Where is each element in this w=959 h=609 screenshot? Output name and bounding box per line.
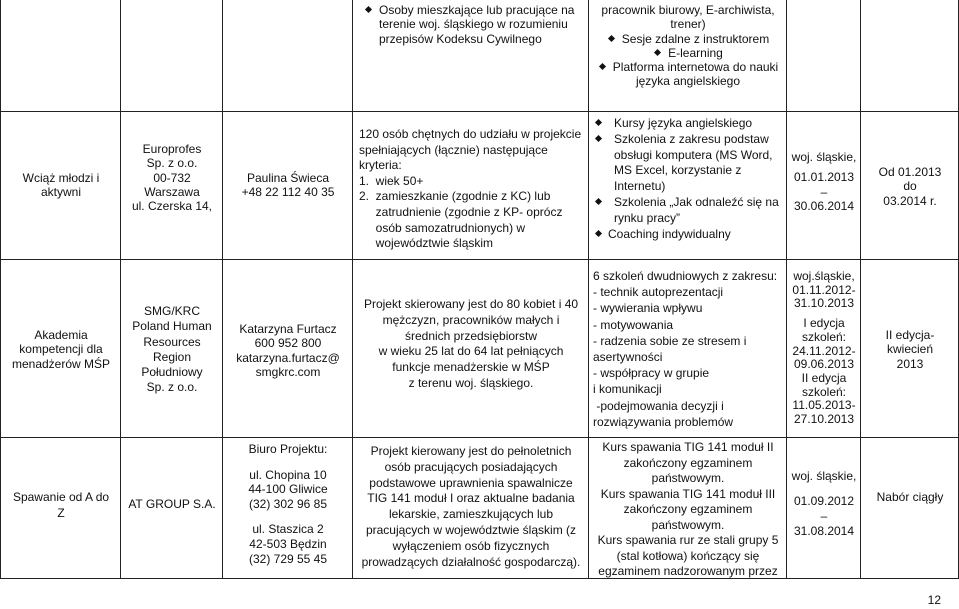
cell-line: Wciąż młodzi i — [22, 171, 100, 185]
cell-line: rozwiązywania problemów — [593, 414, 734, 429]
cell-line: +48 22 112 40 35 — [241, 185, 335, 200]
cell-line: 00-732 — [153, 170, 191, 185]
table-column-divider — [0, 0, 1, 579]
table-column-divider — [860, 0, 861, 579]
cell-line: 2013 — [896, 356, 924, 371]
cell-line: 03.2014 r. — [883, 193, 937, 208]
cell-line: zakończony egzaminem — [623, 455, 753, 470]
cell-line: i komunikacji — [593, 382, 662, 397]
table-cell-recruitment — [862, 490, 958, 504]
cell-line: Kurs spawania TIG 141 moduł III — [600, 486, 776, 501]
table-cell-period — [788, 150, 860, 213]
cell-line: - współpracy w grupie — [593, 366, 710, 381]
cell-line: AT GROUP S.A. — [128, 497, 216, 511]
cell-line: 11.05.2013- — [792, 398, 856, 413]
cell-line: Biuro Projektu: — [248, 442, 328, 456]
cell-line: 31.10.2013 — [793, 296, 855, 311]
cell-line: z terenu woj. śląskiego. — [408, 375, 534, 390]
cell-line: prowadzących działalność gospodarczą). — [361, 554, 581, 569]
table-cell-recruitment — [862, 328, 958, 371]
table-column-divider — [352, 0, 353, 579]
cell-line: Od 01.2013 — [878, 165, 942, 179]
cell-line: wyłączeniem osób fizycznych — [392, 538, 550, 553]
cell-line: podstawowe uprawnienia spawalnicze — [369, 475, 573, 490]
cell-line: 6 szkoleń dwudniowych z zakresu: — [593, 269, 778, 283]
cell-line: 120 osób chętnych do udziału w projekcie — [359, 127, 582, 141]
table-cell-contact — [224, 322, 352, 379]
cell-line: ul. Chopina 10 — [249, 467, 327, 482]
cell-line: zakończony egzaminem — [623, 502, 753, 516]
cell-line: Z — [57, 505, 65, 520]
cell-line: 01.11.2012- — [792, 282, 856, 297]
cell-line: - motywowania — [593, 317, 674, 332]
cell-line: terenie woj. śląskiego w rozumieniu — [379, 17, 568, 32]
cell-line: Projekt skierowany jest do 80 kobiet i 40 — [363, 297, 579, 311]
cell-line: 44-100 Gliwice — [248, 482, 328, 497]
cell-line: 24.11.2012- — [792, 343, 856, 358]
cell-line: Europrofes — [142, 142, 202, 156]
cell-line: I edycja — [803, 316, 845, 331]
cell-line: -podejmowania decyzji i — [593, 398, 724, 413]
table-cell-project-name — [2, 171, 120, 200]
table-row-divider — [0, 578, 959, 579]
cell-line: województwie śląskim — [359, 236, 494, 251]
cell-line: Internetu) — [614, 179, 666, 194]
page-number: 12 — [927, 593, 941, 607]
cell-line: katarzyna.furtacz@ — [236, 350, 340, 365]
list-item: Szkolenia z zakresu podstaw — [594, 132, 786, 148]
cell-line: Resources — [143, 334, 201, 349]
cell-line: smgkrc.com — [255, 364, 321, 379]
cell-line: asertywności — [593, 350, 663, 365]
list-item: Kursy języka angielskiego — [594, 116, 786, 132]
cell-line: Południowy — [141, 365, 203, 380]
table-column-divider — [588, 0, 589, 579]
cell-line: Projekt kierowany jest do pełnoletnich — [370, 444, 572, 458]
cell-line: 01.09.2012 — [793, 494, 855, 508]
cell-line: trener) — [670, 17, 706, 32]
cell-line: lekarskie, zamieszkujących lub — [388, 507, 554, 522]
cell-line: 1. wiek 50+ — [359, 173, 424, 188]
list-item: Sesje zdalne z instruktorem — [607, 32, 769, 46]
cell-line: menadżerów MŚP — [11, 356, 111, 371]
cell-line: do — [903, 179, 917, 194]
table-cell-training — [594, 116, 786, 242]
cell-line: średnich przedsiębiorstw — [404, 328, 538, 343]
cell-line: przepisów Kodeksu Cywilnego — [379, 31, 542, 46]
cell-line: TIG 141 moduł I oraz aktualne badania — [367, 491, 575, 506]
table-cell-eligibility — [354, 444, 588, 570]
cell-line: Katarzyna Furtacz — [239, 322, 337, 336]
table-cell-training — [590, 3, 786, 89]
cell-line: kryteria: — [359, 158, 402, 173]
cell-line: - technik autoprezentacji — [593, 285, 724, 300]
table-row-divider — [0, 437, 959, 438]
cell-line: kwiecień — [886, 342, 934, 357]
cell-line: ul. Czerska 14, — [131, 199, 213, 214]
table-cell-project-name — [2, 490, 120, 521]
cell-line: aktywni — [40, 185, 81, 200]
cell-line: ul. Staszica 2 — [252, 522, 324, 537]
table-cell-period — [788, 469, 860, 539]
cell-line: egzaminem nadzorowanym przez — [598, 564, 778, 578]
cell-line: Nabór ciągły — [876, 490, 944, 504]
cell-line: Sp. z o.o. — [146, 380, 198, 395]
table-cell-eligibility — [364, 3, 586, 46]
cell-line: Kurs spawania rur ze stali grupy 5 — [597, 533, 779, 547]
cell-line: woj. śląskie, — [791, 469, 857, 483]
cell-line: Akademia — [34, 328, 88, 342]
cell-line — [224, 511, 352, 522]
cell-line: 42-503 Będzin — [249, 536, 327, 551]
cell-line: państwowym. — [651, 517, 725, 532]
table-cell-project-name — [2, 328, 120, 371]
cell-line: 31.08.2014 — [793, 524, 855, 538]
cell-line: 27.10.2013 — [793, 412, 855, 427]
cell-line: II edycja — [801, 370, 847, 385]
table-cell-organizer — [122, 304, 222, 396]
cell-line: spełniających (łącznie) następujące — [359, 142, 548, 157]
cell-line: mężczyzn, pracowników małych i — [382, 312, 560, 327]
table-cell-training — [593, 268, 786, 430]
cell-line: w wieku 25 lat do 64 lat pełniących — [378, 344, 564, 359]
table-column-divider — [222, 0, 223, 579]
cell-line: osób samozatrudnionych) w — [359, 220, 526, 235]
table-cell-eligibility — [354, 297, 588, 392]
cell-line: obsługi komputera (MS Word, — [614, 147, 773, 162]
cell-line: Paulina Świeca — [246, 171, 330, 185]
cell-line: 30.06.2014 — [793, 198, 855, 213]
table-cell-contact — [224, 442, 352, 566]
cell-line: 01.01.2013 — [793, 170, 855, 185]
list-item: Szkolenia „Jak odnaleźć się na — [594, 195, 786, 211]
table-cell-period — [788, 270, 860, 427]
cell-line: - radzenia sobie ze stresem i — [593, 333, 747, 348]
cell-line: (32) 302 96 85 — [248, 496, 328, 511]
list-item: Coaching indywidualny — [594, 227, 786, 243]
cell-line — [788, 484, 860, 494]
cell-line: pracownik biurowy, E-archiwista, — [601, 3, 775, 17]
cell-line: zatrudnienie (zgodnie z KP- oprócz — [359, 204, 563, 219]
cell-line: 600 952 800 — [254, 336, 322, 351]
table-row-divider — [0, 259, 959, 260]
cell-line: – — [820, 509, 828, 523]
table-cell-organizer — [122, 142, 222, 213]
list-item: Osoby mieszkające lub pracujące na — [364, 3, 586, 17]
cell-line: szkoleń: — [801, 329, 847, 344]
cell-line: SMG/KRC — [143, 304, 200, 318]
cell-line: 09.06.2013 — [793, 357, 855, 372]
cell-line: Region — [152, 349, 192, 364]
table-cell-training — [590, 440, 786, 580]
cell-line: kompetencji dla — [19, 342, 103, 357]
cell-line: Sp. z o.o. — [146, 156, 198, 171]
cell-line: szkoleń: — [801, 384, 847, 399]
cell-line: (stal kotłowa) kończący się — [616, 548, 760, 563]
list-item: E-learning — [653, 46, 723, 60]
cell-line: państwowym. — [651, 471, 725, 485]
cell-line: osób pracujących posiadających — [384, 459, 558, 474]
cell-line: woj. śląskie, — [791, 150, 857, 164]
table-row-divider — [0, 111, 959, 112]
cell-line: Poland Human — [132, 319, 212, 334]
cell-line: języka angielskiego — [635, 74, 741, 89]
table-column-divider — [786, 0, 787, 579]
cell-line: Warszawa — [144, 184, 200, 199]
cell-line: (32) 729 55 45 — [248, 551, 328, 566]
table-cell-organizer — [122, 497, 222, 511]
cell-line: Spawanie od A do — [12, 490, 110, 504]
cell-line: MS Excel, korzystanie z — [614, 163, 742, 178]
cell-line: 2. zamieszkanie (zgodnie z KC) lub — [359, 189, 551, 204]
cell-line: - wywierania wpływu — [593, 301, 703, 316]
cell-line: pracujących w województwie śląskim (z — [365, 522, 577, 537]
cell-line: Kurs spawania TIG 141 moduł II — [602, 440, 774, 454]
list-item: Platforma internetowa do nauki — [598, 60, 778, 74]
table-cell-eligibility — [359, 127, 587, 252]
cell-line: rynku pracy” — [614, 210, 681, 225]
cell-line: – — [820, 184, 828, 199]
cell-line: II edycja- — [885, 328, 935, 342]
cell-line — [224, 457, 352, 468]
cell-line: funkcje menadżerskie w MŚP — [392, 360, 550, 375]
table-cell-contact — [224, 171, 352, 200]
table-cell-recruitment — [862, 165, 958, 208]
table-column-divider — [120, 0, 121, 579]
cell-line: woj.śląskie, — [793, 269, 855, 283]
